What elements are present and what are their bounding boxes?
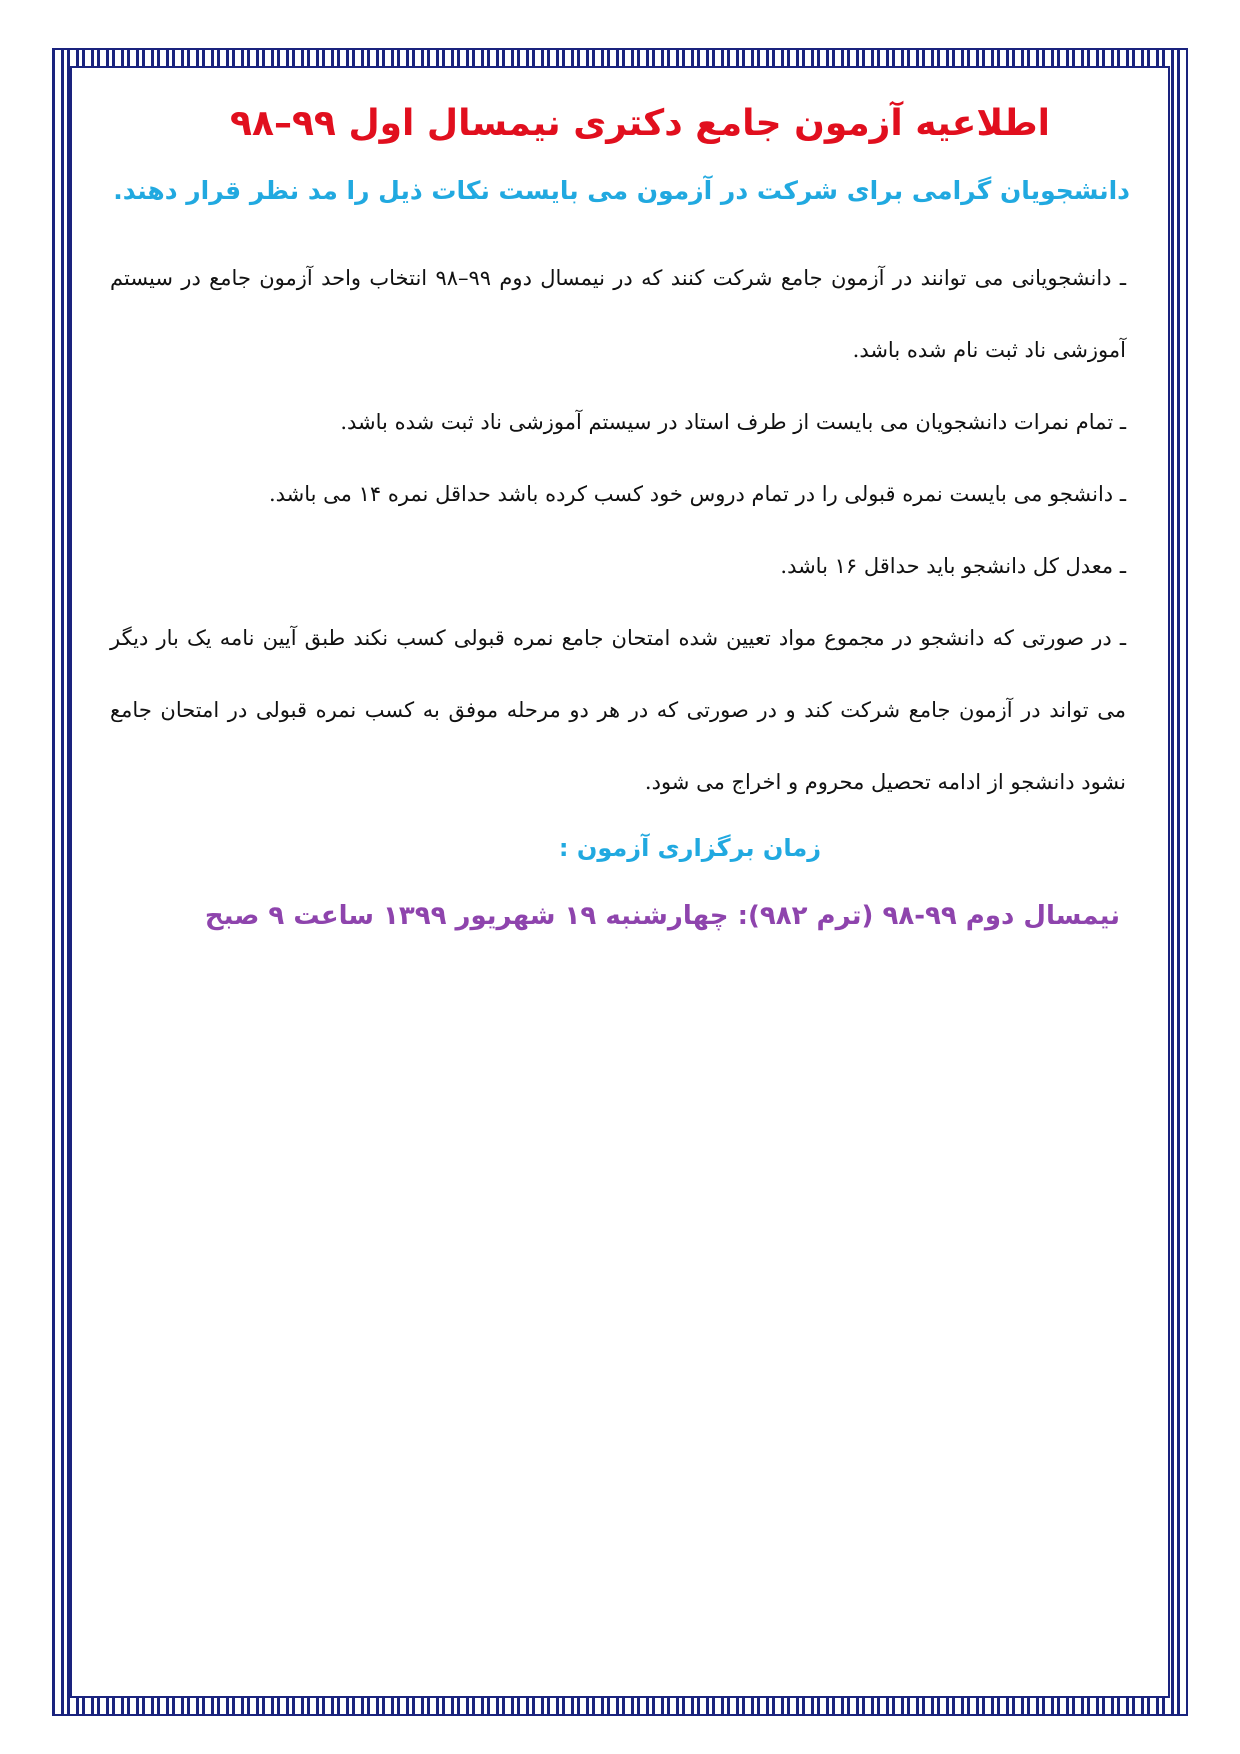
schedule-line: نیمسال دوم ۹۹-۹۸ (ترم ۹۸۲): چهارشنبه ۱۹ شهریور ۱۳۹۹ ساعت ۹ صبح bbox=[204, 901, 1120, 931]
rule-item: ـ دانشجو می بایست نمره قبولی را در تمام دروس خود کسب کرده باشد حداقل نمره ۱۴ می باشد. bbox=[268, 482, 1126, 506]
rules-list bbox=[110, 242, 1130, 818]
announcement-body bbox=[110, 92, 1130, 944]
rule-item: ـ معدل کل دانشجو باید حداقل ۱۶ باشد. bbox=[780, 554, 1126, 578]
schedule-heading: زمان برگزاری آزمون : bbox=[558, 834, 822, 862]
rule-item: ـ تمام نمرات دانشجویان می بایست از طرف استاد در سیستم آموزشی ناد ثبت شده باشد. bbox=[340, 410, 1126, 434]
announcement-title: اطلاعیه آزمون جامع دکتری نیمسال اول ۹۹–۹۸ bbox=[230, 103, 1050, 144]
intro-text: دانشجویان گرامی برای شرکت در آزمون می بایست نکات ذیل را مد نظر قرار دهند. bbox=[113, 176, 1130, 205]
rule-item: ـ دانشجویانی می توانند در آزمون جامع شرکت کنند که در نیمسال دوم ۹۹–۹۸ انتخاب واحد آزمون جامع در سیستم آموزشی ناد ثبت نام شده باشد. bbox=[110, 266, 1127, 362]
rule-item: ـ در صورتی که دانشجو در مجموع مواد تعیین شده امتحان جامع نمره قبولی کسب نکند طبق آیین نامه یک بار دیگر می تواند در آزمون جامع شرکت کند و در صورتی که در هر دو مرحله موفق به کسب نمره قبولی در امتحان جامع نشود دانشجو از ادامه تحصیل محروم و اخراج می شود. bbox=[110, 626, 1126, 794]
